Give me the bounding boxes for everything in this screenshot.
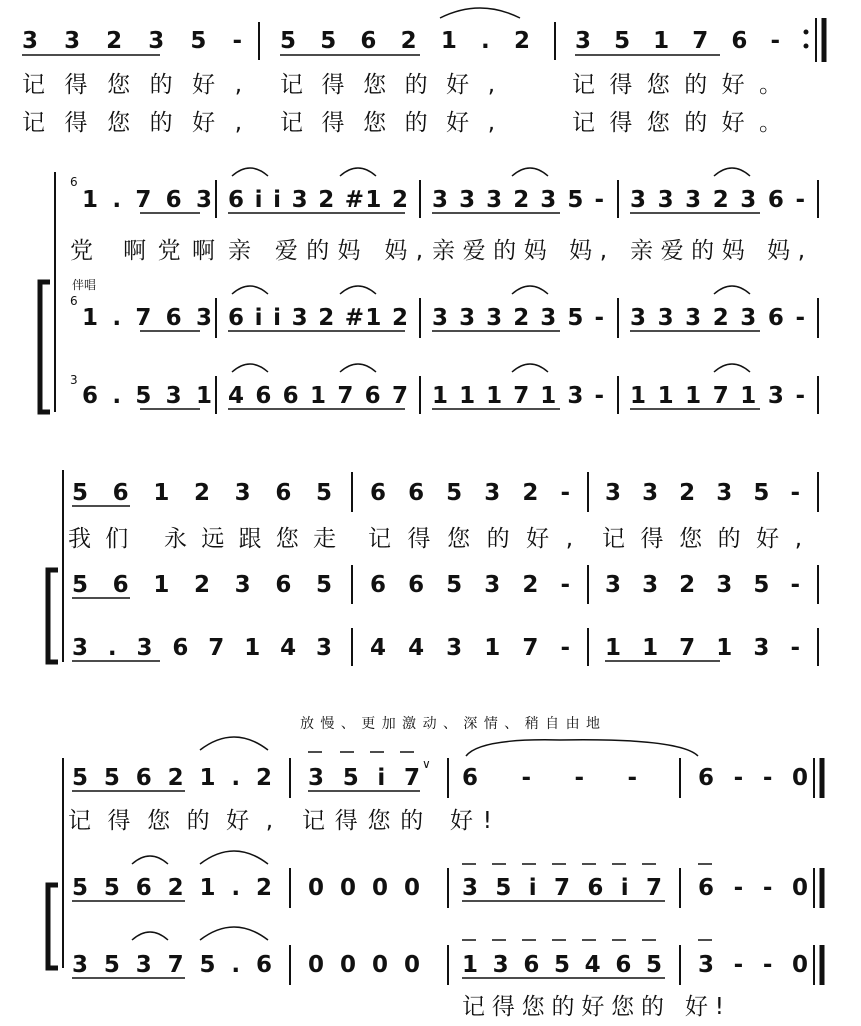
s4-p3-m3: 1 3 6 5 4 6 5	[462, 952, 662, 978]
s4-lyric-bottom: 记得您的好您的 好!	[462, 994, 724, 1020]
s4-p3-m2: 0 0 0 0	[308, 952, 420, 978]
s3-p3-m1: 3 . 3 6 7 1 4 3	[72, 635, 332, 661]
slurs	[232, 286, 750, 294]
slur	[200, 737, 268, 750]
s2-lyric-3: 亲爱的妈 妈,	[432, 238, 607, 264]
choir-bracket	[48, 570, 58, 662]
s2-p2-m4: 3 3 3 2 3 6 -	[630, 305, 805, 331]
slurs	[232, 364, 750, 372]
s1-lyric-1a: 记得您的好,	[22, 72, 242, 98]
s2-p2-m3: 3 3 3 2 3 5 -	[432, 305, 604, 331]
s2-p3-m4: 1 1 1 7 1 3 -	[630, 383, 805, 409]
s4-p2-m4: 6 - - 0	[698, 875, 808, 901]
s2-p3-m2: 4 6 6 1 7 6 7	[228, 383, 408, 409]
s4-lyric-1: 记得您的好,	[68, 808, 273, 834]
s2-lyric-4: 亲爱的妈 妈,	[630, 238, 805, 264]
choir-bracket	[40, 282, 50, 412]
s3-p3-m3: 1 1 7 1 3 -	[605, 635, 800, 661]
system-3	[48, 470, 818, 666]
s4-p3-m1: 3 5 3 7 5 . 6	[72, 952, 272, 978]
lyrics-line-2	[22, 110, 782, 136]
s3-p2-m2: 6 6 5 3 2 -	[370, 572, 570, 598]
slurs	[132, 927, 268, 940]
s2-p2-m1: 1 . 7 6 3	[82, 305, 212, 331]
time-signature-top: 6	[70, 175, 78, 189]
s3-p2-m1: 5 6 1 2 3 6 5	[72, 572, 332, 598]
s2-p2-m2: 6 i i 3 2 #1 2	[228, 305, 408, 331]
s4-p1-m1: 5 5 6 2 1 . 2	[72, 765, 272, 791]
s3-p2-m3: 3 3 2 3 5 -	[605, 572, 800, 598]
s4-p3-m4: 3 - - 0	[698, 952, 808, 978]
s1-measure-1: 3 3 2 3 5 -	[22, 28, 242, 54]
s1-lyric-1b: 记得您的好,	[280, 72, 495, 98]
s1-lyric-1c: 记得您的好。	[572, 72, 782, 98]
final-barline	[814, 868, 822, 908]
choir-bracket	[48, 885, 58, 968]
s1-lyric-2a: 记得您的好,	[22, 110, 242, 136]
s2-lyric-1: 党 啊党啊	[70, 238, 215, 264]
time-signature-bottom: 3	[70, 373, 78, 387]
s1-measure-3: 3 5 1 7 6 -	[575, 28, 780, 54]
s4-lyric-2: 记得您的 好!	[302, 808, 492, 834]
s2-p1-m3: 3 3 3 2 3 5 -	[432, 187, 604, 213]
final-barline	[814, 758, 822, 798]
s2-p3-m1: 6 . 5 3 1	[82, 383, 212, 409]
s1-lyric-2c: 记得您的好。	[572, 110, 782, 136]
repeat-end-barline	[804, 18, 825, 62]
system-4	[48, 715, 822, 1020]
s2-p1-m2: 6 i i 3 2 #1 2	[228, 187, 408, 213]
slurs	[132, 851, 268, 864]
s4-p2-m1: 5 5 6 2 1 . 2	[72, 875, 272, 901]
breath-mark: ∨	[422, 757, 431, 771]
s2-p3-m3: 1 1 1 7 1 3 -	[432, 383, 604, 409]
tie	[466, 740, 698, 756]
s1-measure-2: 5 5 6 2 1 . 2	[280, 28, 530, 54]
final-barline	[814, 945, 822, 985]
tempo-direction: 放慢、更加激动、深情、稍自由地	[300, 716, 600, 732]
s4-p2-m3: 3 5 i 7 6 i 7	[462, 875, 662, 901]
system-1	[22, 8, 824, 136]
time-signature-top: 6	[70, 294, 78, 308]
s2-p1-m1: 1 . 7 6 3	[82, 187, 212, 213]
accompany-label: 伴唱	[72, 278, 97, 292]
s3-lyric-1: 我们 永远跟您走	[68, 526, 336, 552]
slur	[440, 8, 520, 18]
s4-p2-m2: 0 0 0 0	[308, 875, 420, 901]
s4-p1-m2: 3 5 i 7	[308, 765, 420, 791]
s3-lyric-3: 记得您的好,	[602, 526, 802, 552]
s2-lyric-2: 亲 爱的妈 妈,	[228, 238, 423, 264]
s4-p1-m3: 6 - - -	[462, 765, 637, 791]
s3-p1-m3: 3 3 2 3 5 -	[605, 480, 800, 506]
s1-lyric-2b: 记得您的好,	[280, 110, 495, 136]
s4-p1-m4: 6 - - 0	[698, 765, 808, 791]
s3-p1-m1: 5 6 1 2 3 6 5	[72, 480, 332, 506]
lyrics-line-1	[22, 72, 782, 98]
s3-lyric-2: 记得您的好,	[368, 526, 573, 552]
slurs	[232, 168, 750, 176]
system-2	[40, 168, 818, 414]
s2-p1-m4: 3 3 3 2 3 6 -	[630, 187, 805, 213]
s3-p3-m2: 4 4 3 1 7 -	[370, 635, 570, 661]
s3-p1-m2: 6 6 5 3 2 -	[370, 480, 570, 506]
